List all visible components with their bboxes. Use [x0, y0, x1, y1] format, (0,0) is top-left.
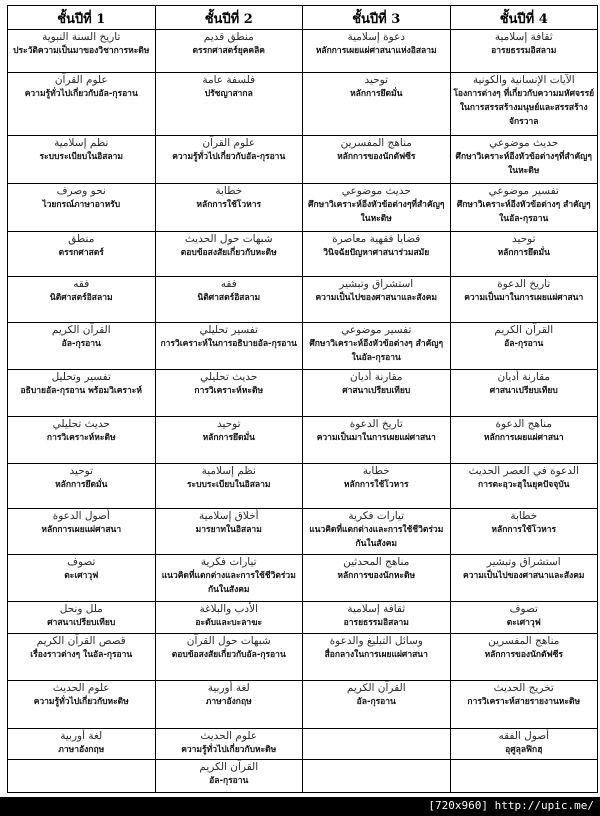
course-cell [303, 277, 451, 323]
course-thai-name: อะดับและบะลาฆะ [195, 618, 263, 628]
course-thai-name: แนวคิดที่แตกต่างและการใช้ชีวิตร่วมกันในสังคม [309, 525, 444, 549]
course-arabic-name: شبهات حول القرآن [186, 635, 271, 647]
course-cell [303, 602, 451, 634]
course-cell [155, 323, 303, 370]
course-thai-name: อารยธรรมอิสลาม [343, 618, 409, 628]
course-arabic-name: تيارات فكرية [200, 556, 257, 568]
watermark-text: [720x960] http://upic.me/ [428, 799, 594, 812]
course-arabic-name: فقه [220, 278, 237, 290]
course-thai-name: การวิเคราะห์สายรายงานหะดิษ [467, 697, 581, 707]
course-cell [155, 30, 303, 73]
course-thai-name: หลักการเผยแผ่ศาสนาแห่งอิสลาม [315, 46, 437, 56]
course-cell [450, 602, 598, 634]
course-arabic-name: تفسير موضوعي [488, 185, 559, 197]
course-cell [8, 73, 156, 136]
course-thai-name: ความรู้ทั่วไปเกี่ยวกับอัล-กุรอาน [24, 89, 138, 99]
course-thai-name: ศึกษาวิเคราะห์อีงหัวข้อต่างๆที่สำคัญๆ ในหะดิษ [308, 200, 445, 224]
course-arabic-name: توحيد [69, 465, 94, 477]
course-arabic-name: حديث موضوعي [489, 137, 559, 149]
course-cell [8, 464, 156, 509]
course-arabic-name: علوم الحديث [52, 682, 110, 694]
course-thai-name: ตอบข้อสงสัยเกี่ยวกับหะดิษ [180, 248, 277, 258]
course-cell [155, 73, 303, 136]
course-thai-name: โองการต่างๆ ที่เกี่ยวกับความมหัศจรรย์ในการสรรสร้างมนุษย์และสรรสร้างจักรวาล [453, 89, 595, 127]
course-thai-name: อัล-กุรอาน [209, 776, 249, 786]
course-cell [155, 509, 303, 555]
course-arabic-name: تفسير وتحليل [51, 371, 111, 383]
course-thai-name: ไวยกรณ์ภาษาอาหรับ [42, 200, 121, 210]
course-thai-name: ศึกษาวิเคราะห์อีงหัวข้อต่างๆ สำคัญๆ ในอัล-กุรอาน [309, 339, 444, 363]
course-thai-name: ความรู้ทั่วไปเกี่ยวกับหะดิษ [181, 745, 277, 755]
course-cell [155, 602, 303, 634]
course-arabic-name: نظم إسلامية [201, 465, 256, 477]
course-thai-name: หลักการใช้โวหาร [196, 200, 262, 210]
course-thai-name: ศึกษาวิเคราะห์อีงหัวข้อต่างๆที่สำคัญๆ ในหะดิษ [455, 152, 592, 176]
course-cell [8, 729, 156, 760]
course-thai-name: ระบบระเบียบในอิสลาม [39, 152, 124, 162]
course-arabic-name: الأدب والبلاغة [199, 603, 259, 615]
course-arabic-name: فلسفة عامة [202, 74, 256, 86]
table-row [8, 555, 598, 602]
course-thai-name: ตอบข้อสงสัยเกี่ยวกับอัล-กุรอาน [171, 650, 286, 660]
course-cell [303, 681, 451, 729]
course-thai-name: หลักการของนักตัฟซีร [337, 152, 416, 162]
course-cell [8, 30, 156, 73]
course-arabic-name: حديث موضوعي [341, 185, 411, 197]
course-arabic-name: الآيات الإنسانية والكونية [472, 74, 575, 86]
course-arabic-name: مقارنة أديان [349, 371, 403, 383]
table-row [8, 277, 598, 323]
course-arabic-name: القرآن الكريم [346, 682, 406, 694]
course-cell [450, 729, 598, 760]
course-cell [303, 323, 451, 370]
course-arabic-name: تفسير تحليلي [199, 324, 258, 336]
table-row [8, 464, 598, 509]
course-thai-name: หลักการยึดมั่น [202, 433, 255, 443]
course-cell [450, 464, 598, 509]
course-arabic-name: ثقافة إسلامية [347, 603, 406, 615]
course-arabic-name: نظم إسلامية [54, 137, 109, 149]
course-thai-name: ระบบระเบียบในอิสลาม [186, 480, 271, 490]
course-arabic-name: قضايا فقهية معاصرة [332, 233, 421, 245]
course-arabic-name: تيارات فكرية [348, 510, 405, 522]
course-arabic-name: ثقافة إسلامية [494, 31, 553, 43]
course-arabic-name: استشراق وتبشير [486, 556, 561, 568]
course-cell [303, 73, 451, 136]
course-cell [450, 136, 598, 184]
course-cell [155, 760, 303, 793]
course-arabic-name: خطابة [362, 465, 390, 477]
course-thai-name: หลักการของนักตัฟซีร [484, 650, 563, 660]
course-arabic-name: علوم القرآن [202, 137, 256, 149]
header-year-1: ชั้นปีที่ 1 [8, 6, 156, 30]
course-cell [450, 681, 598, 729]
course-arabic-name: توحيد [216, 418, 241, 430]
header-year-2: ชั้นปีที่ 2 [155, 6, 303, 30]
course-arabic-name: تاريخ الدعوة [497, 278, 551, 290]
course-thai-name: หลักการยึดมั่น [497, 248, 550, 258]
course-cell [155, 184, 303, 232]
table-row [8, 681, 598, 729]
course-thai-name: ตรรกศาสตร์ [58, 248, 104, 258]
course-arabic-name: تخريج الحديث [493, 682, 554, 694]
course-arabic-name: قصص القرآن الكريم [36, 635, 126, 647]
course-arabic-name: نحو وصرف [56, 185, 106, 197]
course-thai-name: ความเป็นไปของศาสนาและสังคม [315, 293, 437, 303]
course-thai-name: หลักการเผยแผ่ศาสนา [483, 433, 564, 443]
course-cell [450, 73, 598, 136]
table-row [8, 73, 598, 136]
course-thai-name: ศาสนาเปรียบเทียบ [489, 386, 558, 396]
course-thai-name: การวิเคราะห์หะดิษ [46, 433, 116, 443]
course-thai-name: ตะเศาวุฟ [506, 618, 541, 628]
header-year-3: ชั้นปีที่ 3 [303, 6, 451, 30]
course-arabic-name: لغة أوربية [60, 730, 103, 742]
course-thai-name: อัล-กุรอาน [356, 697, 396, 707]
course-arabic-name: تفسير موضوعي [341, 324, 412, 336]
course-arabic-name: تاريخ الدعوة [349, 418, 403, 430]
course-arabic-name: مناهج الدعوة [495, 418, 552, 430]
course-cell [303, 555, 451, 602]
course-arabic-name: مقارنة أديان [497, 371, 551, 383]
course-thai-name: หลักการใช้โวหาร [491, 525, 557, 535]
course-cell [155, 464, 303, 509]
course-arabic-name: القرآن الكريم [494, 324, 554, 336]
table-body [8, 30, 598, 793]
course-cell [450, 555, 598, 602]
course-thai-name: ตะเศาวุฟ [64, 571, 99, 581]
course-cell [8, 760, 156, 793]
course-arabic-name: منطق [68, 233, 95, 245]
course-thai-name: ภาษาอังกฤษ [58, 745, 105, 755]
course-thai-name: เรื่องราวต่างๆ ในอัล-กุรอาน [30, 650, 133, 660]
course-arabic-name: مناهج المحدثين [343, 556, 410, 568]
course-cell [8, 555, 156, 602]
course-arabic-name: أخلاق إسلامية [198, 510, 259, 522]
course-arabic-name: مناهج المفسرين [488, 635, 560, 647]
course-thai-name: อัล-กุรอาน [504, 339, 544, 349]
course-thai-name: ปรัชญาสากล [204, 89, 253, 99]
course-thai-name: สื่อกลางในการเผยแผ่ศาสนา [324, 650, 428, 660]
course-arabic-name: استشراق وتبشير [339, 278, 414, 290]
course-arabic-name: الدعوة في العصر الحديث [468, 465, 579, 477]
course-cell [155, 417, 303, 464]
course-thai-name: อุศูลุลฟิกฮฺ [505, 745, 543, 755]
course-arabic-name: تاريخ السنة النبوية [42, 31, 121, 43]
course-thai-name: หลักการเผยแผ่ศาสนา [41, 525, 122, 535]
course-thai-name: ศึกษาวิเคราะห์อีงหัวข้อต่างๆ สำคัญๆ ในอัล-กุรอาน [456, 200, 591, 224]
course-cell [8, 602, 156, 634]
course-arabic-name: القرآن الكريم [199, 761, 259, 773]
curriculum-table [7, 5, 598, 793]
table-row [8, 760, 598, 793]
course-cell [303, 464, 451, 509]
course-thai-name: การวิเคราะห์หะดิษ [194, 386, 264, 396]
course-cell [303, 417, 451, 464]
header-year-4: ชั้นปีที่ 4 [450, 6, 598, 30]
course-thai-name: การตะอฺวะฮฺในยุคปัจจุบัน [478, 480, 570, 490]
course-arabic-name: مناهج المفسرين [340, 137, 412, 149]
course-cell [450, 277, 598, 323]
course-cell [8, 277, 156, 323]
course-cell [155, 277, 303, 323]
course-arabic-name: علوم الحديث [200, 730, 258, 742]
course-cell [155, 232, 303, 277]
course-thai-name: หลักการยึดมั่น [55, 480, 108, 490]
course-thai-name: ศาสนาเปรียบเทียบ [47, 618, 116, 628]
course-arabic-name: دعوة إسلامية [347, 31, 406, 43]
course-arabic-name: تصوف [67, 556, 96, 568]
course-thai-name: ความเป็นไปของศาสนาและสังคม [462, 571, 585, 581]
course-cell [8, 136, 156, 184]
course-cell [450, 232, 598, 277]
course-cell [303, 30, 451, 73]
course-cell [8, 417, 156, 464]
course-cell [303, 232, 451, 277]
course-thai-name: ประวัติความเป็นมาของวิชาการหะดิษ [13, 46, 150, 56]
course-arabic-name: حديث تحليلي [200, 371, 258, 383]
course-cell [8, 681, 156, 729]
course-arabic-name: أصول الدعوة [52, 510, 110, 522]
course-cell [8, 232, 156, 277]
course-thai-name: แนวคิดที่แตกต่างและการใช้ชีวิตร่วมกันในสังคม [161, 571, 296, 595]
course-thai-name: ความรู้ทั่วไปเกี่ยวกับหะดิษ [33, 697, 129, 707]
table-row [8, 184, 598, 232]
course-thai-name: อัล-กุรอาน [61, 339, 101, 349]
course-cell [8, 323, 156, 370]
course-thai-name: ภาษาอังกฤษ [205, 697, 252, 707]
course-thai-name: ตรรกศาสตร์ยุคคลิค [192, 46, 265, 56]
course-cell [155, 681, 303, 729]
table-row [8, 417, 598, 464]
course-cell [155, 729, 303, 760]
course-cell [303, 760, 451, 793]
course-thai-name: อารยธรรมอิสลาม [491, 46, 557, 56]
course-thai-name: ความเป็นมาในการเผยแผ่ศาสนา [316, 433, 436, 443]
course-cell [450, 417, 598, 464]
course-thai-name: หลักการของนักหะดิษ [337, 571, 416, 581]
table-row [8, 323, 598, 370]
course-arabic-name: توحيد [364, 74, 389, 86]
table-row [8, 370, 598, 417]
course-cell [450, 509, 598, 555]
header-row [8, 6, 598, 30]
course-thai-name: นิติศาสตร์อิสลาม [49, 293, 113, 303]
course-arabic-name: أصول الفقه [498, 730, 550, 742]
course-arabic-name: تصوف [509, 603, 538, 615]
course-arabic-name: علوم القرآن [54, 74, 108, 86]
course-thai-name: ความรู้ทั่วไปเกี่ยวกับอัล-กุรอาน [172, 152, 286, 162]
course-cell [303, 729, 451, 760]
course-cell [303, 136, 451, 184]
course-cell [8, 184, 156, 232]
course-cell [155, 555, 303, 602]
course-arabic-name: فقه [73, 278, 90, 290]
course-thai-name: หลักการยึดมั่น [350, 89, 403, 99]
course-thai-name: ความเป็นมาในการเผยแผ่ศาสนา [464, 293, 584, 303]
table-row [8, 729, 598, 760]
table-row [8, 509, 598, 555]
course-cell [8, 634, 156, 681]
table-row [8, 602, 598, 634]
course-thai-name: อธิบายอัล-กุรอาน พร้อมวิเคราะห์ [20, 386, 142, 396]
course-cell [303, 184, 451, 232]
course-arabic-name: القرآن الكريم [51, 324, 111, 336]
course-cell [450, 30, 598, 73]
course-arabic-name: وسائل التبليغ والدعوة [329, 635, 423, 647]
course-cell [155, 370, 303, 417]
table-row [8, 136, 598, 184]
course-cell [303, 634, 451, 681]
course-cell [303, 370, 451, 417]
course-thai-name: มารยาทในอิสลาม [195, 525, 262, 535]
course-arabic-name: خطابة [510, 510, 538, 522]
course-arabic-name: ملل ونحل [59, 603, 103, 615]
course-thai-name: วินิจฉัยปัญหาศาสนาร่วมสมัย [323, 248, 430, 258]
course-thai-name: นิติศาสตร์อิสลาม [197, 293, 261, 303]
course-arabic-name: منطق قديم [203, 31, 254, 43]
course-arabic-name: حديث تحليلي [52, 418, 110, 430]
course-thai-name: หลักการใช้โวหาร [343, 480, 409, 490]
table-row [8, 232, 598, 277]
course-cell [450, 634, 598, 681]
course-thai-name: การวิเคราะห์ในการอธิบายอัล-กุรอาน [160, 339, 297, 349]
table-row [8, 634, 598, 681]
course-cell [450, 323, 598, 370]
course-arabic-name: شبهات حول الحديث [184, 233, 273, 245]
table-row [8, 30, 598, 73]
course-cell [155, 634, 303, 681]
course-arabic-name: خطابة [215, 185, 243, 197]
course-cell [450, 760, 598, 793]
course-cell [303, 509, 451, 555]
course-cell [8, 509, 156, 555]
course-cell [450, 370, 598, 417]
course-thai-name: ศาสนาเปรียบเทียบ [342, 386, 411, 396]
course-arabic-name: توحيد [511, 233, 536, 245]
course-cell [450, 184, 598, 232]
course-arabic-name: لغة أوربية [207, 682, 250, 694]
watermark-bar [0, 797, 600, 816]
course-cell [8, 370, 156, 417]
course-cell [155, 136, 303, 184]
